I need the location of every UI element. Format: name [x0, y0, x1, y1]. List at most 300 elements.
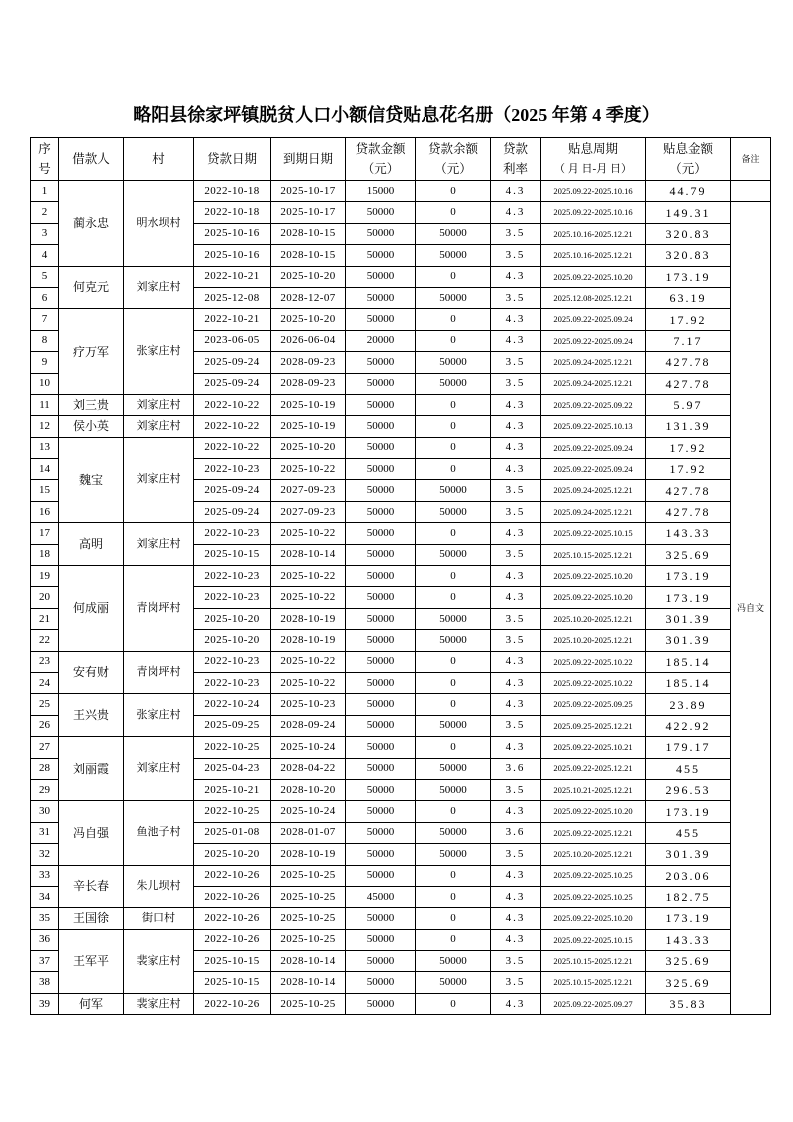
table-row [31, 801, 771, 822]
borrower-name: 何克元 [59, 266, 124, 309]
header-subsidy [646, 138, 731, 181]
loan-balance: 0 [416, 908, 491, 929]
subsidy-amount: 185.14 [646, 651, 731, 672]
loan-balance: 50000 [416, 373, 491, 394]
row-seq: 39 [31, 993, 59, 1014]
subsidy-amount: 296.53 [646, 779, 731, 800]
loan-amount: 50000 [346, 501, 416, 522]
subsidy-amount: 320.83 [646, 223, 731, 244]
due-date: 2025-10-22 [271, 459, 346, 480]
loan-date: 2023-06-05 [194, 330, 271, 351]
loan-amount: 50000 [346, 672, 416, 693]
subsidy-amount: 422.92 [646, 715, 731, 736]
due-date: 2028-09-23 [271, 352, 346, 373]
loan-amount: 50000 [346, 844, 416, 865]
interest-rate: 3.5 [491, 608, 541, 629]
header-due-date [271, 138, 346, 181]
interest-rate: 4.3 [491, 523, 541, 544]
borrower-name: 侯小英 [59, 416, 124, 437]
loan-date: 2022-10-21 [194, 266, 271, 287]
subsidy-period: 2025.09.22-2025.09.24 [541, 459, 646, 480]
subsidy-period: 2025.09.24-2025.12.21 [541, 480, 646, 501]
header-borrower [59, 138, 124, 181]
loan-amount: 50000 [346, 651, 416, 672]
interest-rate: 3.6 [491, 822, 541, 843]
loan-date: 2022-10-26 [194, 993, 271, 1014]
due-date: 2025-10-22 [271, 587, 346, 608]
subsidy-period: 2025.09.22-2025.10.13 [541, 416, 646, 437]
subsidy-amount: 427.78 [646, 480, 731, 501]
due-date: 2025-10-20 [271, 309, 346, 330]
subsidy-amount: 455 [646, 822, 731, 843]
interest-rate: 4.3 [491, 309, 541, 330]
subsidy-period: 2025.12.08-2025.12.21 [541, 287, 646, 308]
subsidy-period: 2025.09.22-2025.10.20 [541, 587, 646, 608]
loan-date: 2022-10-23 [194, 651, 271, 672]
header-rate-line-2: 利率 [502, 162, 528, 176]
remark-cell [731, 181, 771, 202]
due-date: 2025-10-25 [271, 886, 346, 907]
due-date: 2026-06-04 [271, 330, 346, 351]
subsidy-period: 2025.09.22-2025.09.22 [541, 394, 646, 415]
interest-rate: 4.3 [491, 566, 541, 587]
village-name: 刘家庄村 [124, 737, 194, 801]
row-seq: 33 [31, 865, 59, 886]
loan-balance: 50000 [416, 480, 491, 501]
loan-balance: 0 [416, 266, 491, 287]
interest-rate: 3.5 [491, 544, 541, 565]
loan-amount: 50000 [346, 737, 416, 758]
subsidy-period: 2025.09.22-2025.10.21 [541, 737, 646, 758]
loan-date: 2022-10-23 [194, 459, 271, 480]
row-seq: 36 [31, 929, 59, 950]
row-seq: 6 [31, 287, 59, 308]
row-seq: 28 [31, 758, 59, 779]
interest-rate: 3.5 [491, 844, 541, 865]
subsidy-period: 2025.09.22-2025.10.20 [541, 266, 646, 287]
row-seq: 26 [31, 715, 59, 736]
due-date: 2025-10-25 [271, 929, 346, 950]
table-row [31, 437, 771, 458]
table-row [31, 394, 771, 415]
header-remark [731, 138, 771, 181]
header-row [31, 138, 771, 181]
row-seq: 16 [31, 501, 59, 522]
loan-amount: 50000 [346, 480, 416, 501]
interest-rate: 3.5 [491, 245, 541, 266]
village-name: 刘家庄村 [124, 416, 194, 437]
table-row [31, 309, 771, 330]
borrower-name: 刘丽霞 [59, 737, 124, 801]
subsidy-period: 2025.10.20-2025.12.21 [541, 844, 646, 865]
borrower-name: 魏宝 [59, 437, 124, 523]
loan-date: 2022-10-24 [194, 694, 271, 715]
loan-date: 2025-10-20 [194, 630, 271, 651]
row-seq: 24 [31, 672, 59, 693]
loan-amount: 50000 [346, 394, 416, 415]
header-loan-date [194, 138, 271, 181]
loan-date: 2025-12-08 [194, 287, 271, 308]
row-seq: 30 [31, 801, 59, 822]
due-date: 2028-10-14 [271, 544, 346, 565]
subsidy-period: 2025.10.16-2025.12.21 [541, 223, 646, 244]
due-date: 2025-10-20 [271, 266, 346, 287]
table-row [31, 737, 771, 758]
loan-amount: 50000 [346, 694, 416, 715]
interest-rate: 3.6 [491, 758, 541, 779]
subsidy-amount: 5.97 [646, 394, 731, 415]
table-row [31, 993, 771, 1014]
loan-balance: 0 [416, 566, 491, 587]
table-row [31, 908, 771, 929]
due-date: 2025-10-19 [271, 394, 346, 415]
village-name: 青岗坪村 [124, 651, 194, 694]
subsidy-period: 2025.09.24-2025.12.21 [541, 501, 646, 522]
loan-balance: 0 [416, 523, 491, 544]
interest-rate: 3.5 [491, 287, 541, 308]
row-seq: 1 [31, 181, 59, 202]
subsidy-period: 2025.09.22-2025.10.25 [541, 886, 646, 907]
subsidy-amount: 173.19 [646, 566, 731, 587]
header-balance [416, 138, 491, 181]
interest-rate: 4.3 [491, 437, 541, 458]
row-seq: 19 [31, 566, 59, 587]
loan-date: 2022-10-23 [194, 587, 271, 608]
subsidy-amount: 325.69 [646, 544, 731, 565]
loan-balance: 50000 [416, 287, 491, 308]
loan-balance: 50000 [416, 544, 491, 565]
loan-balance: 50000 [416, 352, 491, 373]
subsidy-period: 2025.10.15-2025.12.21 [541, 972, 646, 993]
subsidy-period: 2025.10.16-2025.12.21 [541, 245, 646, 266]
loan-balance: 0 [416, 886, 491, 907]
interest-rate: 4.3 [491, 651, 541, 672]
loan-date: 2022-10-23 [194, 523, 271, 544]
subsidy-period: 2025.10.15-2025.12.21 [541, 951, 646, 972]
loan-balance: 0 [416, 737, 491, 758]
loan-balance: 0 [416, 993, 491, 1014]
row-seq: 34 [31, 886, 59, 907]
due-date: 2025-10-22 [271, 672, 346, 693]
header-village [124, 138, 194, 181]
subsidy-period: 2025.10.20-2025.12.21 [541, 608, 646, 629]
loan-amount: 50000 [346, 779, 416, 800]
header-rate [491, 138, 541, 181]
loan-date: 2022-10-25 [194, 737, 271, 758]
loan-date: 2025-10-15 [194, 544, 271, 565]
loan-date: 2025-09-24 [194, 373, 271, 394]
interest-rate: 3.5 [491, 951, 541, 972]
interest-rate: 4.3 [491, 181, 541, 202]
village-name: 刘家庄村 [124, 266, 194, 309]
subsidy-amount: 179.17 [646, 737, 731, 758]
due-date: 2025-10-22 [271, 523, 346, 544]
loan-amount: 50000 [346, 352, 416, 373]
subsidy-amount: 301.39 [646, 844, 731, 865]
due-date: 2025-10-24 [271, 801, 346, 822]
row-seq: 27 [31, 737, 59, 758]
subsidy-amount: 173.19 [646, 266, 731, 287]
due-date: 2028-09-23 [271, 373, 346, 394]
subsidy-period: 2025.09.22-2025.10.15 [541, 523, 646, 544]
due-date: 2028-01-07 [271, 822, 346, 843]
due-date: 2028-10-19 [271, 630, 346, 651]
row-seq: 18 [31, 544, 59, 565]
row-seq: 21 [31, 608, 59, 629]
subsidy-amount: 63.19 [646, 287, 731, 308]
borrower-name: 蔺永忠 [59, 181, 124, 267]
row-seq: 13 [31, 437, 59, 458]
borrower-name: 辛长春 [59, 865, 124, 908]
row-seq: 10 [31, 373, 59, 394]
subsidy-period: 2025.09.22-2025.10.25 [541, 865, 646, 886]
village-name: 朱儿坝村 [124, 865, 194, 908]
village-name: 街口村 [124, 908, 194, 929]
loan-balance: 50000 [416, 630, 491, 651]
interest-rate: 4.3 [491, 801, 541, 822]
loan-date: 2022-10-26 [194, 886, 271, 907]
loan-balance: 0 [416, 202, 491, 223]
loan-date: 2025-09-24 [194, 352, 271, 373]
loan-amount: 50000 [346, 993, 416, 1014]
header-subsidy-line-1: 贴息金额 [662, 142, 713, 156]
loan-balance: 0 [416, 309, 491, 330]
loan-date: 2022-10-23 [194, 672, 271, 693]
loan-date: 2022-10-18 [194, 181, 271, 202]
interest-rate: 3.5 [491, 972, 541, 993]
interest-rate: 4.3 [491, 202, 541, 223]
loan-amount: 50000 [346, 223, 416, 244]
due-date: 2028-10-19 [271, 844, 346, 865]
header-rate-line-1: 贷款 [502, 142, 528, 156]
borrower-name: 刘三贵 [59, 394, 124, 415]
subsidy-amount: 17.92 [646, 309, 731, 330]
loan-date: 2022-10-18 [194, 202, 271, 223]
due-date: 2025-10-24 [271, 737, 346, 758]
due-date: 2028-10-14 [271, 972, 346, 993]
table-row [31, 694, 771, 715]
subsidy-period: 2025.09.22-2025.12.21 [541, 822, 646, 843]
row-seq: 22 [31, 630, 59, 651]
row-seq: 29 [31, 779, 59, 800]
table-row [31, 651, 771, 672]
loan-balance: 50000 [416, 715, 491, 736]
subsidy-period: 2025.09.22-2025.10.20 [541, 801, 646, 822]
interest-rate: 3.5 [491, 715, 541, 736]
due-date: 2025-10-17 [271, 181, 346, 202]
due-date: 2028-04-22 [271, 758, 346, 779]
loan-date: 2022-10-22 [194, 437, 271, 458]
subsidy-period: 2025.09.22-2025.12.21 [541, 758, 646, 779]
loan-amount: 50000 [346, 587, 416, 608]
interest-rate: 3.5 [491, 480, 541, 501]
subsidy-amount: 35.83 [646, 993, 731, 1014]
loan-amount: 50000 [346, 715, 416, 736]
village-name: 刘家庄村 [124, 437, 194, 523]
subsidy-period: 2025.09.22-2025.10.16 [541, 181, 646, 202]
subsidy-period: 2025.09.22-2025.09.24 [541, 437, 646, 458]
subsidy-period: 2025.09.22-2025.10.22 [541, 651, 646, 672]
loan-amount: 50000 [346, 287, 416, 308]
borrower-name: 何成丽 [59, 566, 124, 652]
due-date: 2028-10-15 [271, 223, 346, 244]
loan-amount: 50000 [346, 801, 416, 822]
row-seq: 32 [31, 844, 59, 865]
borrower-name: 王军平 [59, 929, 124, 993]
interest-rate: 3.5 [491, 373, 541, 394]
subsidy-amount: 427.78 [646, 373, 731, 394]
loan-balance: 0 [416, 672, 491, 693]
loan-amount: 50000 [346, 202, 416, 223]
loan-balance: 50000 [416, 951, 491, 972]
due-date: 2028-10-15 [271, 245, 346, 266]
subsidy-amount: 185.14 [646, 672, 731, 693]
due-date: 2025-10-25 [271, 908, 346, 929]
due-date: 2028-10-14 [271, 951, 346, 972]
subsidy-period: 2025.09.24-2025.12.21 [541, 352, 646, 373]
loan-balance: 0 [416, 330, 491, 351]
loan-date: 2025-09-25 [194, 715, 271, 736]
table-row [31, 865, 771, 886]
loan-date: 2025-10-16 [194, 223, 271, 244]
loan-date: 2022-10-22 [194, 394, 271, 415]
interest-rate: 4.3 [491, 587, 541, 608]
subsidy-amount: 427.78 [646, 501, 731, 522]
loan-date: 2025-10-15 [194, 972, 271, 993]
table-row [31, 266, 771, 287]
row-seq: 5 [31, 266, 59, 287]
header-period [541, 138, 646, 181]
loan-balance: 0 [416, 929, 491, 950]
subsidy-amount: 427.78 [646, 352, 731, 373]
header-seq-line-1: 序 [38, 142, 51, 156]
interest-rate: 4.3 [491, 416, 541, 437]
subsidy-period: 2025.10.15-2025.12.21 [541, 544, 646, 565]
interest-rate: 3.5 [491, 630, 541, 651]
interest-rate: 4.3 [491, 886, 541, 907]
due-date: 2028-12-07 [271, 287, 346, 308]
subsidy-amount: 203.06 [646, 865, 731, 886]
remark-cell: 冯自文 [731, 202, 771, 1015]
table-row [31, 929, 771, 950]
borrower-name: 安有财 [59, 651, 124, 694]
header-amount [346, 138, 416, 181]
row-seq: 14 [31, 459, 59, 480]
loan-date: 2022-10-21 [194, 309, 271, 330]
village-name: 张家庄村 [124, 309, 194, 395]
loan-amount: 20000 [346, 330, 416, 351]
header-due-date-label: 到期日期 [282, 152, 333, 166]
loan-balance: 0 [416, 865, 491, 886]
loan-balance: 50000 [416, 779, 491, 800]
loan-balance: 50000 [416, 608, 491, 629]
subsidy-amount: 149.31 [646, 202, 731, 223]
due-date: 2025-10-25 [271, 993, 346, 1014]
due-date: 2025-10-22 [271, 566, 346, 587]
loan-date: 2022-10-25 [194, 801, 271, 822]
header-period-line-2: （ 月 日-月 日） [554, 163, 632, 175]
row-seq: 7 [31, 309, 59, 330]
subsidy-amount: 17.92 [646, 437, 731, 458]
village-name: 裴家庄村 [124, 993, 194, 1014]
loan-date: 2022-10-26 [194, 929, 271, 950]
loan-balance: 0 [416, 181, 491, 202]
table-row [31, 416, 771, 437]
row-seq: 2 [31, 202, 59, 223]
header-subsidy-line-2: （元） [669, 162, 707, 176]
borrower-name: 冯自强 [59, 801, 124, 865]
header-remark-label: 备注 [741, 154, 760, 164]
subsidy-period: 2025.09.24-2025.12.21 [541, 373, 646, 394]
interest-rate: 4.3 [491, 394, 541, 415]
due-date: 2025-10-25 [271, 865, 346, 886]
loan-date: 2022-10-23 [194, 566, 271, 587]
interest-rate: 3.5 [491, 501, 541, 522]
loan-table-body [31, 181, 771, 1015]
borrower-name: 高明 [59, 523, 124, 566]
loan-date: 2025-09-24 [194, 501, 271, 522]
loan-amount: 50000 [346, 608, 416, 629]
loan-balance: 50000 [416, 822, 491, 843]
row-seq: 8 [31, 330, 59, 351]
subsidy-amount: 143.33 [646, 929, 731, 950]
loan-amount: 50000 [346, 245, 416, 266]
village-name: 张家庄村 [124, 694, 194, 737]
loan-date: 2025-10-21 [194, 779, 271, 800]
due-date: 2025-10-17 [271, 202, 346, 223]
subsidy-amount: 182.75 [646, 886, 731, 907]
row-seq: 31 [31, 822, 59, 843]
interest-rate: 4.3 [491, 908, 541, 929]
loan-balance: 0 [416, 437, 491, 458]
page-title: 略阳县徐家坪镇脱贫人口小额信贷贴息花名册（2025 年第 4 季度） [133, 105, 660, 125]
village-name: 裴家庄村 [124, 929, 194, 993]
loan-amount: 50000 [346, 523, 416, 544]
header-amount-line-1: 贷款金额 [355, 142, 406, 156]
interest-rate: 4.3 [491, 929, 541, 950]
subsidy-period: 2025.09.22-2025.10.20 [541, 566, 646, 587]
village-name: 刘家庄村 [124, 394, 194, 415]
subsidy-amount: 301.39 [646, 608, 731, 629]
loan-amount: 50000 [346, 951, 416, 972]
loan-balance: 0 [416, 694, 491, 715]
due-date: 2027-09-23 [271, 480, 346, 501]
loan-amount: 50000 [346, 373, 416, 394]
interest-rate: 4.3 [491, 694, 541, 715]
subsidy-period: 2025.09.22-2025.10.15 [541, 929, 646, 950]
loan-date: 2025-10-15 [194, 951, 271, 972]
due-date: 2028-10-19 [271, 608, 346, 629]
loan-amount: 50000 [346, 908, 416, 929]
row-seq: 37 [31, 951, 59, 972]
row-seq: 12 [31, 416, 59, 437]
subsidy-period: 2025.09.22-2025.09.24 [541, 309, 646, 330]
loan-amount: 45000 [346, 886, 416, 907]
row-seq: 11 [31, 394, 59, 415]
table-row [31, 181, 771, 202]
interest-rate: 3.5 [491, 352, 541, 373]
borrower-name: 王兴贵 [59, 694, 124, 737]
interest-rate: 4.3 [491, 266, 541, 287]
subsidy-amount: 325.69 [646, 972, 731, 993]
loan-balance: 0 [416, 394, 491, 415]
loan-amount: 50000 [346, 758, 416, 779]
loan-amount: 50000 [346, 630, 416, 651]
loan-amount: 50000 [346, 929, 416, 950]
table-row [31, 523, 771, 544]
borrower-name: 王国徐 [59, 908, 124, 929]
interest-rate: 4.3 [491, 865, 541, 886]
